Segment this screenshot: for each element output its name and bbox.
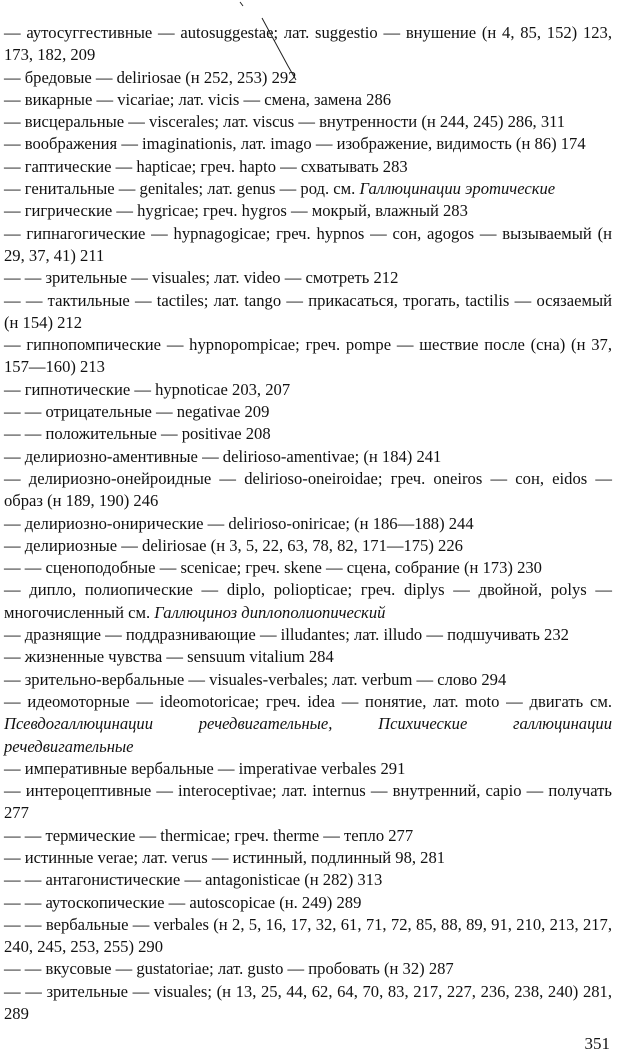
index-entry: — гипнопомпические — hypnopompicae; греч. pompe — шествие после (сна) (н 37, 157—160) 213 [4, 335, 612, 377]
index-entry: — — аутоскопические — autoscopicae (н. 249) 289 [4, 892, 362, 912]
index-entry: — дипло, полиопические — diplo, poliopticae; греч. diplys — двойной, polys — многочисленный см. Галлюциноз диплополиопический [4, 580, 612, 622]
index-entry: — — вкусовые — gustatoriae; лат. gusto — пробовать (н 32) 287 [4, 959, 454, 979]
index-entry: — жизненные чувства — sensuum vitalium 284 [4, 647, 334, 667]
index-entry: — делириозно-аментивные — delirioso-amentivae; (н 184) 241 [4, 446, 442, 466]
index-entry: — идеомоторные — ideomotoricae; греч. idea — понятие, лат. moto — двигать см. Псевдогаллюцинации речедвигательные, Психические галлюцинации речедвигательные [4, 691, 612, 756]
index-entry: — викарные — vicariae; лат. vicis — смена, замена 286 [4, 89, 392, 109]
index-entry: — гипнагогические — hypnagogicae; греч. hypnos — сон, agogos — вызываемый (н 29, 37, 41) 211 [4, 223, 612, 265]
index-entry: — делириозно-онейроидные — delirioso-oneiroidae; греч. oneiros — сон, eidos — образ (н 189, 190) 246 [4, 468, 612, 511]
index-entry: — воображения — imaginationis, лат. imago — изображение, видимость (н 86) 174 [4, 134, 586, 154]
index-entry: — гаптические — hapticae; греч. hapto — схватывать 283 [4, 156, 408, 176]
index-entry: — — сценоподобные — scenicae; греч. skene — сцена, собрание (н 173) 230 [4, 558, 542, 578]
index-entry: — — отрицательные — negativae 209 [4, 402, 270, 422]
index-entry: — делириозные — deliriosae (н 3, 5, 22, 63, 78, 82, 171—175) 226 [4, 535, 463, 555]
cross-reference: Псевдогаллюцинации речедвигательные, Психические галлюцинации речедвигательные [4, 714, 612, 756]
index-entry: — дразнящие — поддразнивающие — illudantes; лат. illudo — подшучивать 232 [4, 625, 569, 645]
index-page-body [4, 22, 612, 1025]
index-entry: — гигрические — hygricae; греч. hygros — мокрый, влажный 283 [4, 201, 468, 221]
index-entry: — интероцептивные — interoceptivae; лат. internus — внутренний, capio — получать 277 [4, 781, 612, 823]
index-entry: — истинные verae; лат. verus — истинный, подлинный 98, 281 [4, 847, 446, 867]
index-entry: — бредовые — deliriosae (н 252, 253) 292 [4, 67, 297, 87]
index-entry: — аутосуггестивные — autosuggestae; лат. suggestio — внушение (н 4, 85, 152) 123, 173, 182, 209 [4, 23, 612, 65]
cross-reference: Галлюцинации эротические [359, 179, 556, 199]
index-entry: — — тактильные — tactiles; лат. tango — прикасаться, трогать, tactilis — осязаемый (н 154) 212 [4, 290, 612, 332]
cross-reference: Галлюциноз диплополиопический [154, 602, 386, 622]
index-entry: — гипнотические — hypnoticae 203, 207 [4, 379, 291, 399]
index-entry: — — зрительные — visuales; (н 13, 25, 44, 62, 64, 70, 83, 217, 227, 236, 238, 240) 281, 289 [4, 981, 612, 1024]
index-entry: — висцеральные — viscerales; лат. viscus — внутренности (н 244, 245) 286, 311 [4, 112, 566, 132]
index-entry: — императивные вербальные — imperativae verbales 291 [4, 758, 406, 778]
index-entry: — генитальные — genitales; лат. genus — род. см. Галлюцинации эротические [4, 179, 556, 199]
index-entry: — — зрительные — visuales; лат. video — смотреть 212 [4, 268, 399, 288]
index-entry: — — положительные — positivae 208 [4, 424, 271, 444]
index-entry: — — вербальные — verbales (н 2, 5, 16, 17, 32, 61, 71, 72, 85, 88, 89, 91, 210, 213, 217, 240, 245, 253, 255) 290 [4, 914, 612, 957]
index-entry: — — антагонистические — antagonisticae (н 282) 313 [4, 870, 383, 890]
index-entry: — — термические — thermicae; греч. therme — тепло 277 [4, 825, 414, 845]
index-entry: — делириозно-онирические — delirioso-oniricae; (н 186—188) 244 [4, 513, 474, 533]
page-number: 351 [584, 1034, 610, 1053]
index-entry: — зрительно-вербальные — visuales-verbales; лат. verbum — слово 294 [4, 669, 507, 689]
